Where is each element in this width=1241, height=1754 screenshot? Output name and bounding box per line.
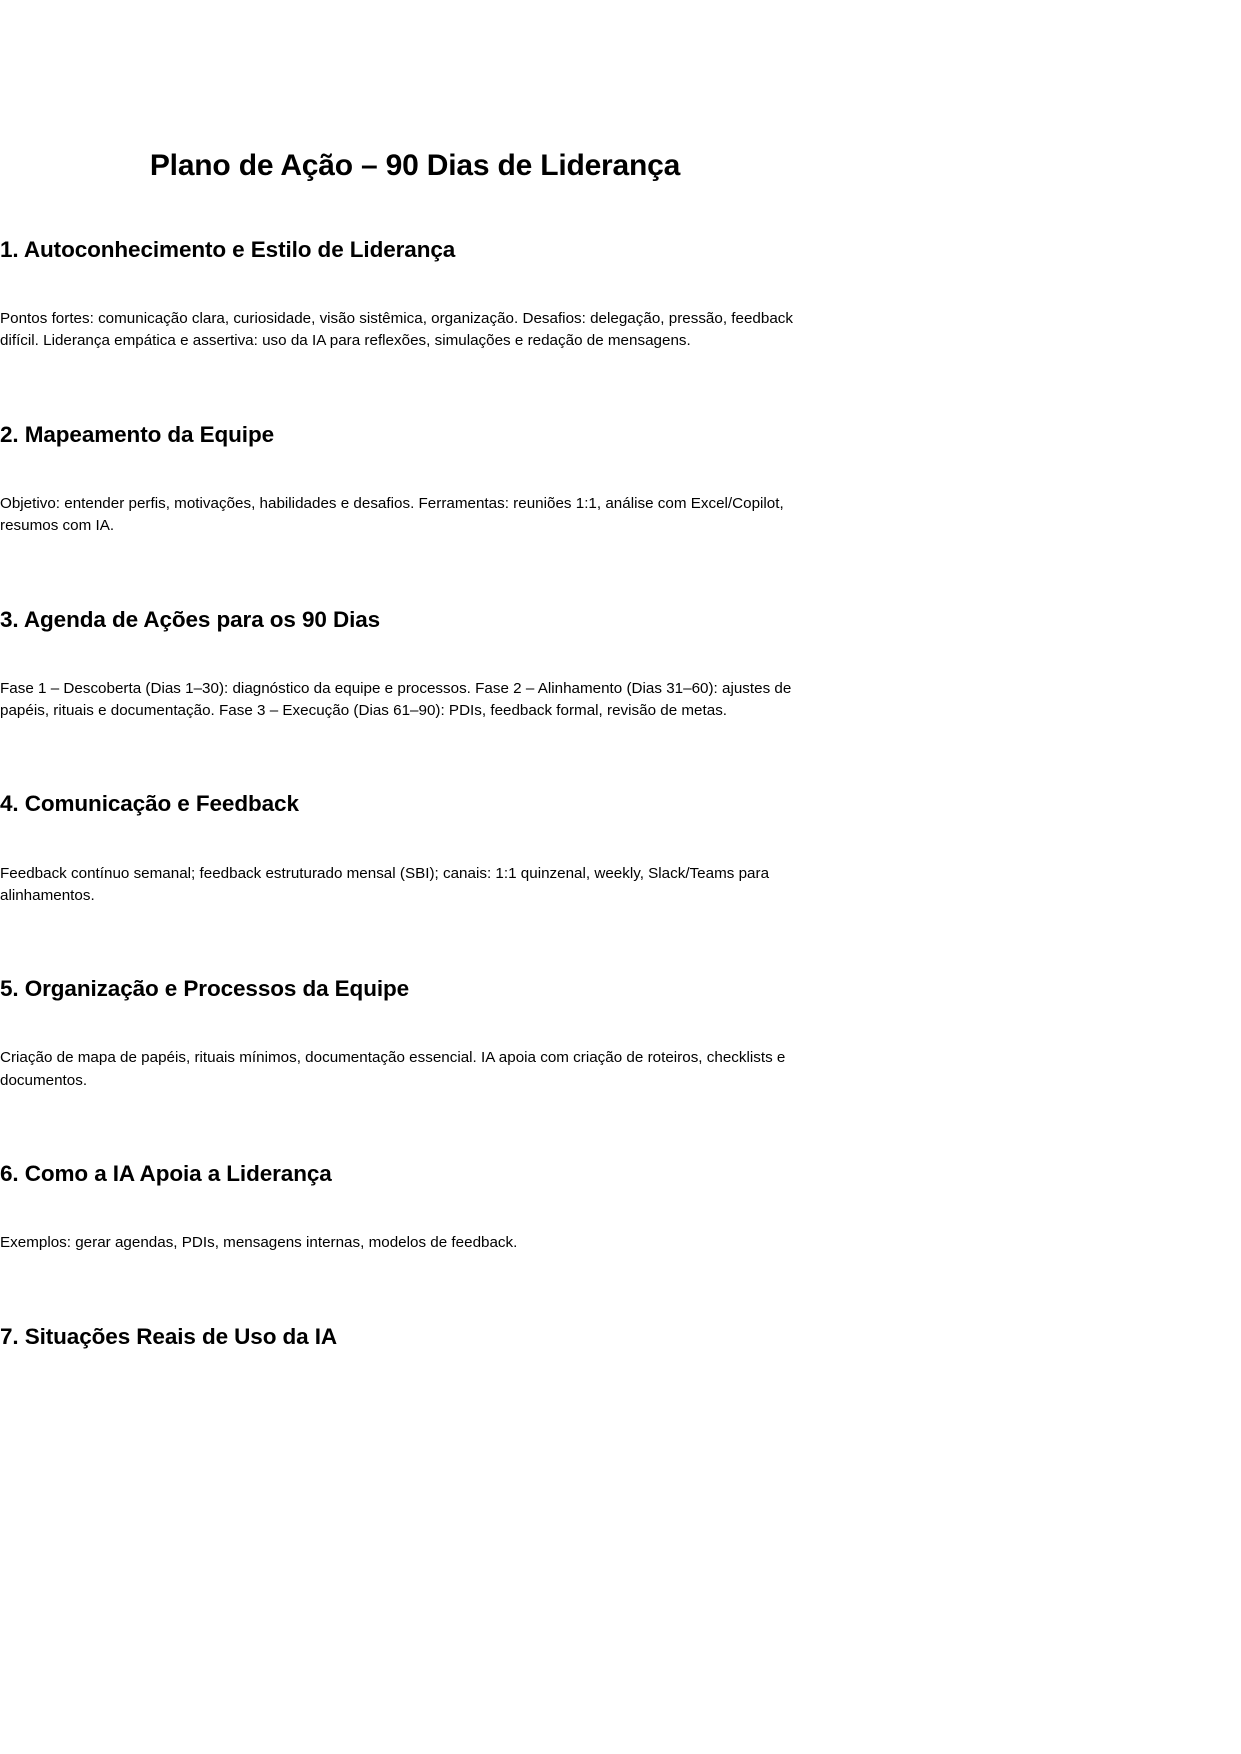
section-5-body: Criação de mapa de papéis, rituais mínimos, documentação essencial. IA apoia com criação de roteiros, checklists e documentos. (0, 1049, 786, 1089)
section-5 (0, 975, 830, 1092)
spacer (0, 1255, 830, 1323)
section-2-body: Objetivo: entender perfis, motivações, habilidades e desafios. Ferramentas: reuniões 1:1, análise com Excel/Copilot, resumos com IA. (0, 494, 784, 535)
spacer (0, 538, 830, 606)
section-2-heading: 2. Mapeamento da Equipe (0, 421, 275, 447)
spacer (0, 1003, 830, 1047)
spacer (0, 819, 830, 863)
section-3-heading: 3. Agenda de Ações para os 90 Dias (0, 606, 381, 632)
spacer (0, 264, 830, 308)
spacer (0, 907, 830, 975)
section-1-heading: 1. Autoconhecimento e Estilo de Liderança (0, 237, 456, 262)
spacer (0, 353, 830, 421)
section-7-heading: 7. Situações Reais de Uso da IA (0, 1323, 338, 1349)
section-6 (0, 1160, 830, 1254)
section-6-body: Exemplos: gerar agendas, PDIs, mensagens internas, modelos de feedback. (0, 1234, 518, 1252)
section-5-heading: 5. Organização e Processos da Equipe (0, 976, 410, 1002)
section-4-heading: 4. Comunicação e Feedback (0, 791, 299, 817)
section-3 (0, 606, 830, 723)
section-6-heading: 6. Como a IA Apoia a Liderança (0, 1161, 332, 1187)
spacer (0, 449, 830, 493)
page-title: Plano de Ação – 90 Dias de Liderança (149, 149, 681, 182)
section-3-body: Fase 1 – Descoberta (Dias 1–30): diagnóstico da equipe e processos. Fase 2 – Alinhamento (Dias 31–60): ajustes de papéis, rituais e documentação. Fase 3 – Execução (Dias 61–90): PDIs, feedback formal, revisão de metas. (0, 679, 792, 720)
document-sections (0, 236, 830, 1351)
section-2 (0, 421, 830, 538)
section-4-body: Feedback contínuo semanal; feedback estruturado mensal (SBI); canais: 1:1 quinzenal, weekly, Slack/Teams para alinhamentos. (0, 864, 770, 904)
spacer (0, 634, 830, 678)
section-4 (0, 790, 830, 907)
spacer (0, 722, 830, 790)
section-7 (0, 1323, 830, 1351)
spacer (0, 1092, 830, 1160)
section-1 (0, 236, 830, 353)
section-1-body: Pontos fortes: comunicação clara, curiosidade, visão sistêmica, organização. Desafios: delegação, pressão, feedback difícil. Liderança empática e assertiva: uso da IA para reflexões, simulações e redação de mensagens. (0, 310, 794, 350)
spacer (0, 1188, 830, 1232)
